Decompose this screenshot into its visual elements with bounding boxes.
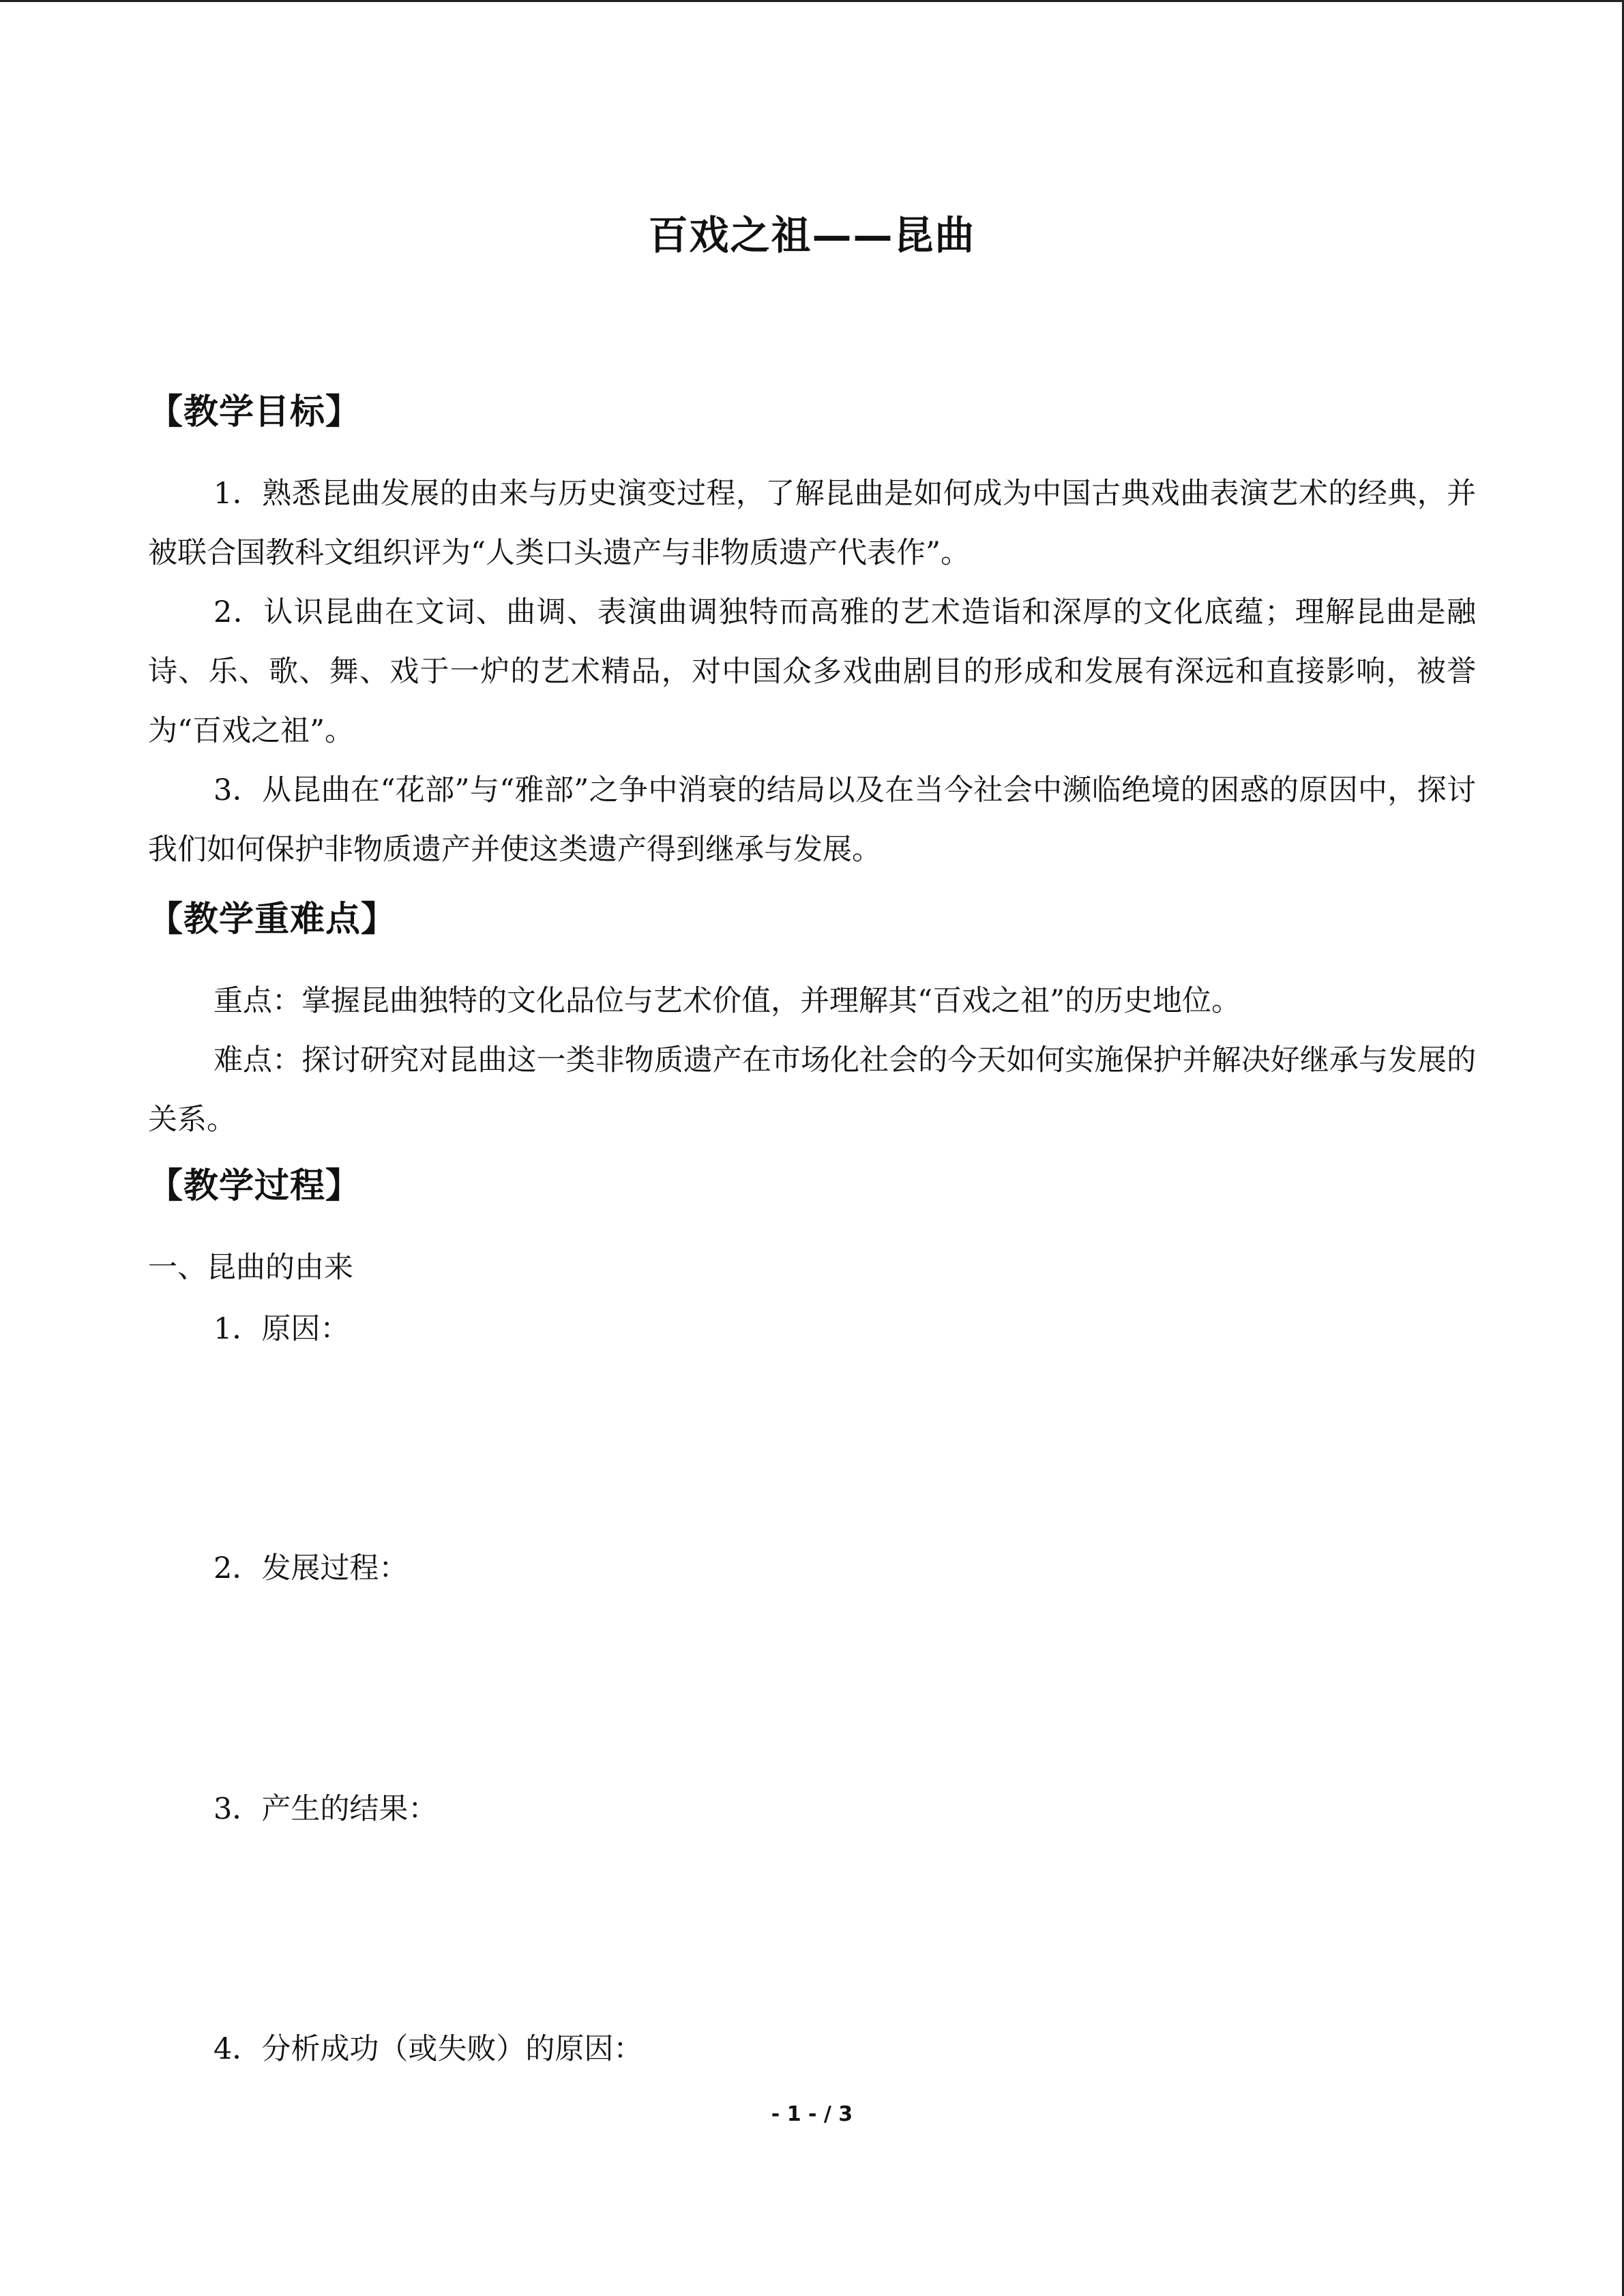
page-number: - 1 - / 3 — [771, 2102, 853, 2126]
process-item-reason: 1．原因： — [213, 1312, 350, 1346]
difficult-point: 难点：探讨研究对昆曲这一类非物质遗产在市场化社会的今天如何实施保护并解决好继承与发展的关系。 — [148, 1043, 1476, 1137]
heading-teaching-objectives: 【教学目标】 — [148, 392, 361, 432]
key-point: 重点：掌握昆曲独特的文化品位与艺术价值，并理解其“百戏之祖”的历史地位。 — [213, 984, 1241, 1018]
process-item-development: 2．发展过程： — [213, 1551, 409, 1585]
objective-item-2: 2．认识昆曲在文词、曲调、表演曲调独特而高雅的艺术造诣和深厚的文化底蕴；理解昆曲是融诗、乐、歌、舞、戏于一炉的艺术精品，对中国众多戏曲剧目的形成和发展有深远和直接影响，被誉为“百戏之祖”。 — [148, 595, 1476, 748]
document-title: 百戏之祖——昆曲 — [648, 212, 976, 258]
document-page — [148, 0, 1476, 2296]
section-title-origin: 一、昆曲的由来 — [148, 1251, 353, 1285]
process-item-analysis: 4．分析成功（或失败）的原因： — [213, 2032, 643, 2066]
heading-teaching-process: 【教学过程】 — [148, 1166, 361, 1206]
objective-item-1: 1．熟悉昆曲发展的由来与历史演变过程，了解昆曲是如何成为中国古典戏曲表演艺术的经典，并被联合国教科文组织评为“人类口头遗产与非物质遗产代表作”。 — [148, 477, 1476, 570]
process-item-result: 3．产生的结果： — [213, 1792, 438, 1826]
objective-item-3: 3．从昆曲在“花部”与“雅部”之争中消衰的结局以及在当今社会中濒临绝境的困惑的原因中，探讨我们如何保护非物质遗产并使这类遗产得到继承与发展。 — [148, 773, 1476, 867]
heading-key-difficult-points: 【教学重难点】 — [148, 899, 397, 940]
